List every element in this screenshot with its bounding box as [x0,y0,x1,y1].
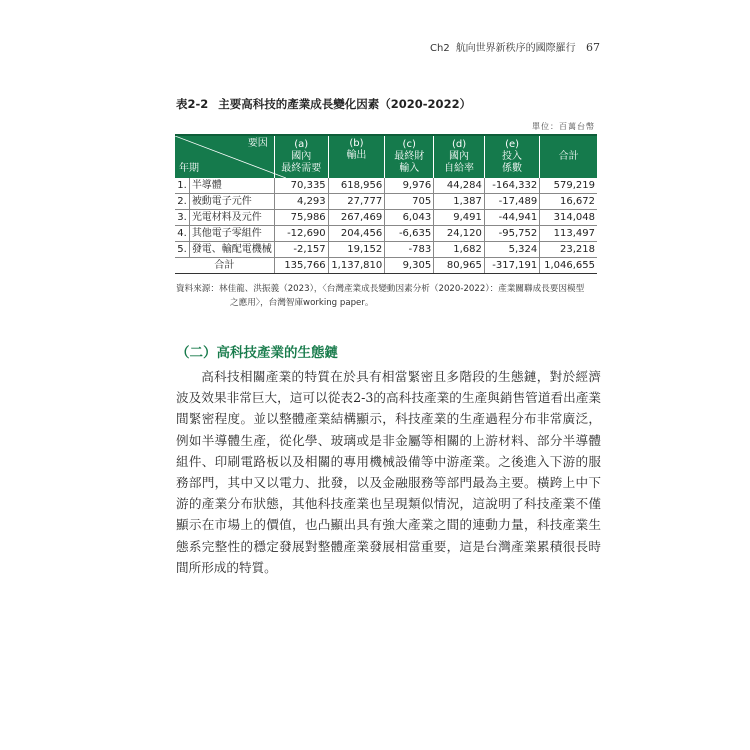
section-heading: （二）高科技產業的生態鏈 [176,345,338,361]
page-number: 67 [586,41,600,54]
corner-bottom-label: 年期 [179,163,199,174]
corner-top-label: 要因 [247,138,268,149]
row-name: 被動電子元件 [189,194,274,210]
table-unit: 單位：百萬台幣 [532,122,595,131]
col-header-c: (c) 最終財 輸入 [385,135,434,178]
chapter-label: Ch2 [430,43,450,54]
table-row: 3. 光電材料及元件 75,986 267,469 6,043 9,491 -44,941 314,048 [175,210,597,226]
chapter-title: 航向世界新秩序的國際羅行 [455,43,576,54]
col-header-a: (a) 國內 最終需要 [274,135,328,178]
table-row: 5. 發電、輸配電機械 -2,157 19,152 -783 1,682 5,324 23,218 [175,242,597,258]
source-line-1: 資料來源：林佳龍、洪振義（2023），〈台灣產業成長變動因素分析（2020-2022）：產業關聯成長要因模型 [176,284,585,294]
row-name: 發電、輸配電機械 [189,242,274,258]
table-row: 2. 被動電子元件 4,293 27,777 705 1,387 -17,489 16,672 [175,194,597,210]
table-number: 表2-2 [176,97,209,111]
col-header-b: (b) 輸出 [328,135,385,178]
running-head [430,39,600,54]
col-header-d: (d) 國內 自給率 [434,135,485,178]
col-header-e: (e) 投入 係數 [484,135,539,178]
table-header-row [175,135,597,178]
row-name: 光電材料及元件 [189,210,274,226]
table-title [176,96,471,112]
table-title-text: 主要高科技的產業成長變化因素（2020-2022） [218,97,472,111]
total-label: 合計 [175,258,274,274]
table-row: 4. 其他電子零組件 -12,690 204,456 -6,635 24,120 -95,752 113,497 [175,226,597,242]
col-header-total: 合計 [540,135,597,178]
row-name: 其他電子零組件 [189,226,274,242]
body-paragraph: 高科技相關產業的特質在於具有相當緊密且多階段的生態鏈，對於經濟波及效果非常巨大，這可以從表2-3的高科技產業的生產與銷售管道看出產業間緊密程度。並以整體產業結構顯示，科技產業的生產過程分布非常廣泛，例如半導體生產，從化學、玻璃或是非金屬等相關的上游材料、部分半導體組件、印刷電路板以及相關的專用機械設備等中游產業。之後進入下游的服務部門，其中又以電力、批發，以及金融服務等部門最為主要。橫跨上中下游的產業分布狀態，其他科技產業也呈現類似情況，這說明了科技產業不僅顯示在市場上的價值，也凸顯出具有強大產業之間的連動力量，科技產業生態系完整性的穩定發展對整體產業發展相當重要，這是台灣產業累積很長時間所形成的特質。 [176,369,601,575]
table-total-row: 合計 135,766 1,137,810 9,305 80,965 -317,191 1,046,655 [175,258,597,274]
data-table [175,134,597,274]
source-line-2: 之應用〉，台灣智庫working paper。 [230,298,374,308]
row-name: 半導體 [189,178,274,194]
table-row: 1. 半導體 70,335 618,956 9,976 44,284 -164,332 579,219 [175,178,597,194]
table-source-note [176,282,601,310]
table-corner-cell [175,135,274,178]
